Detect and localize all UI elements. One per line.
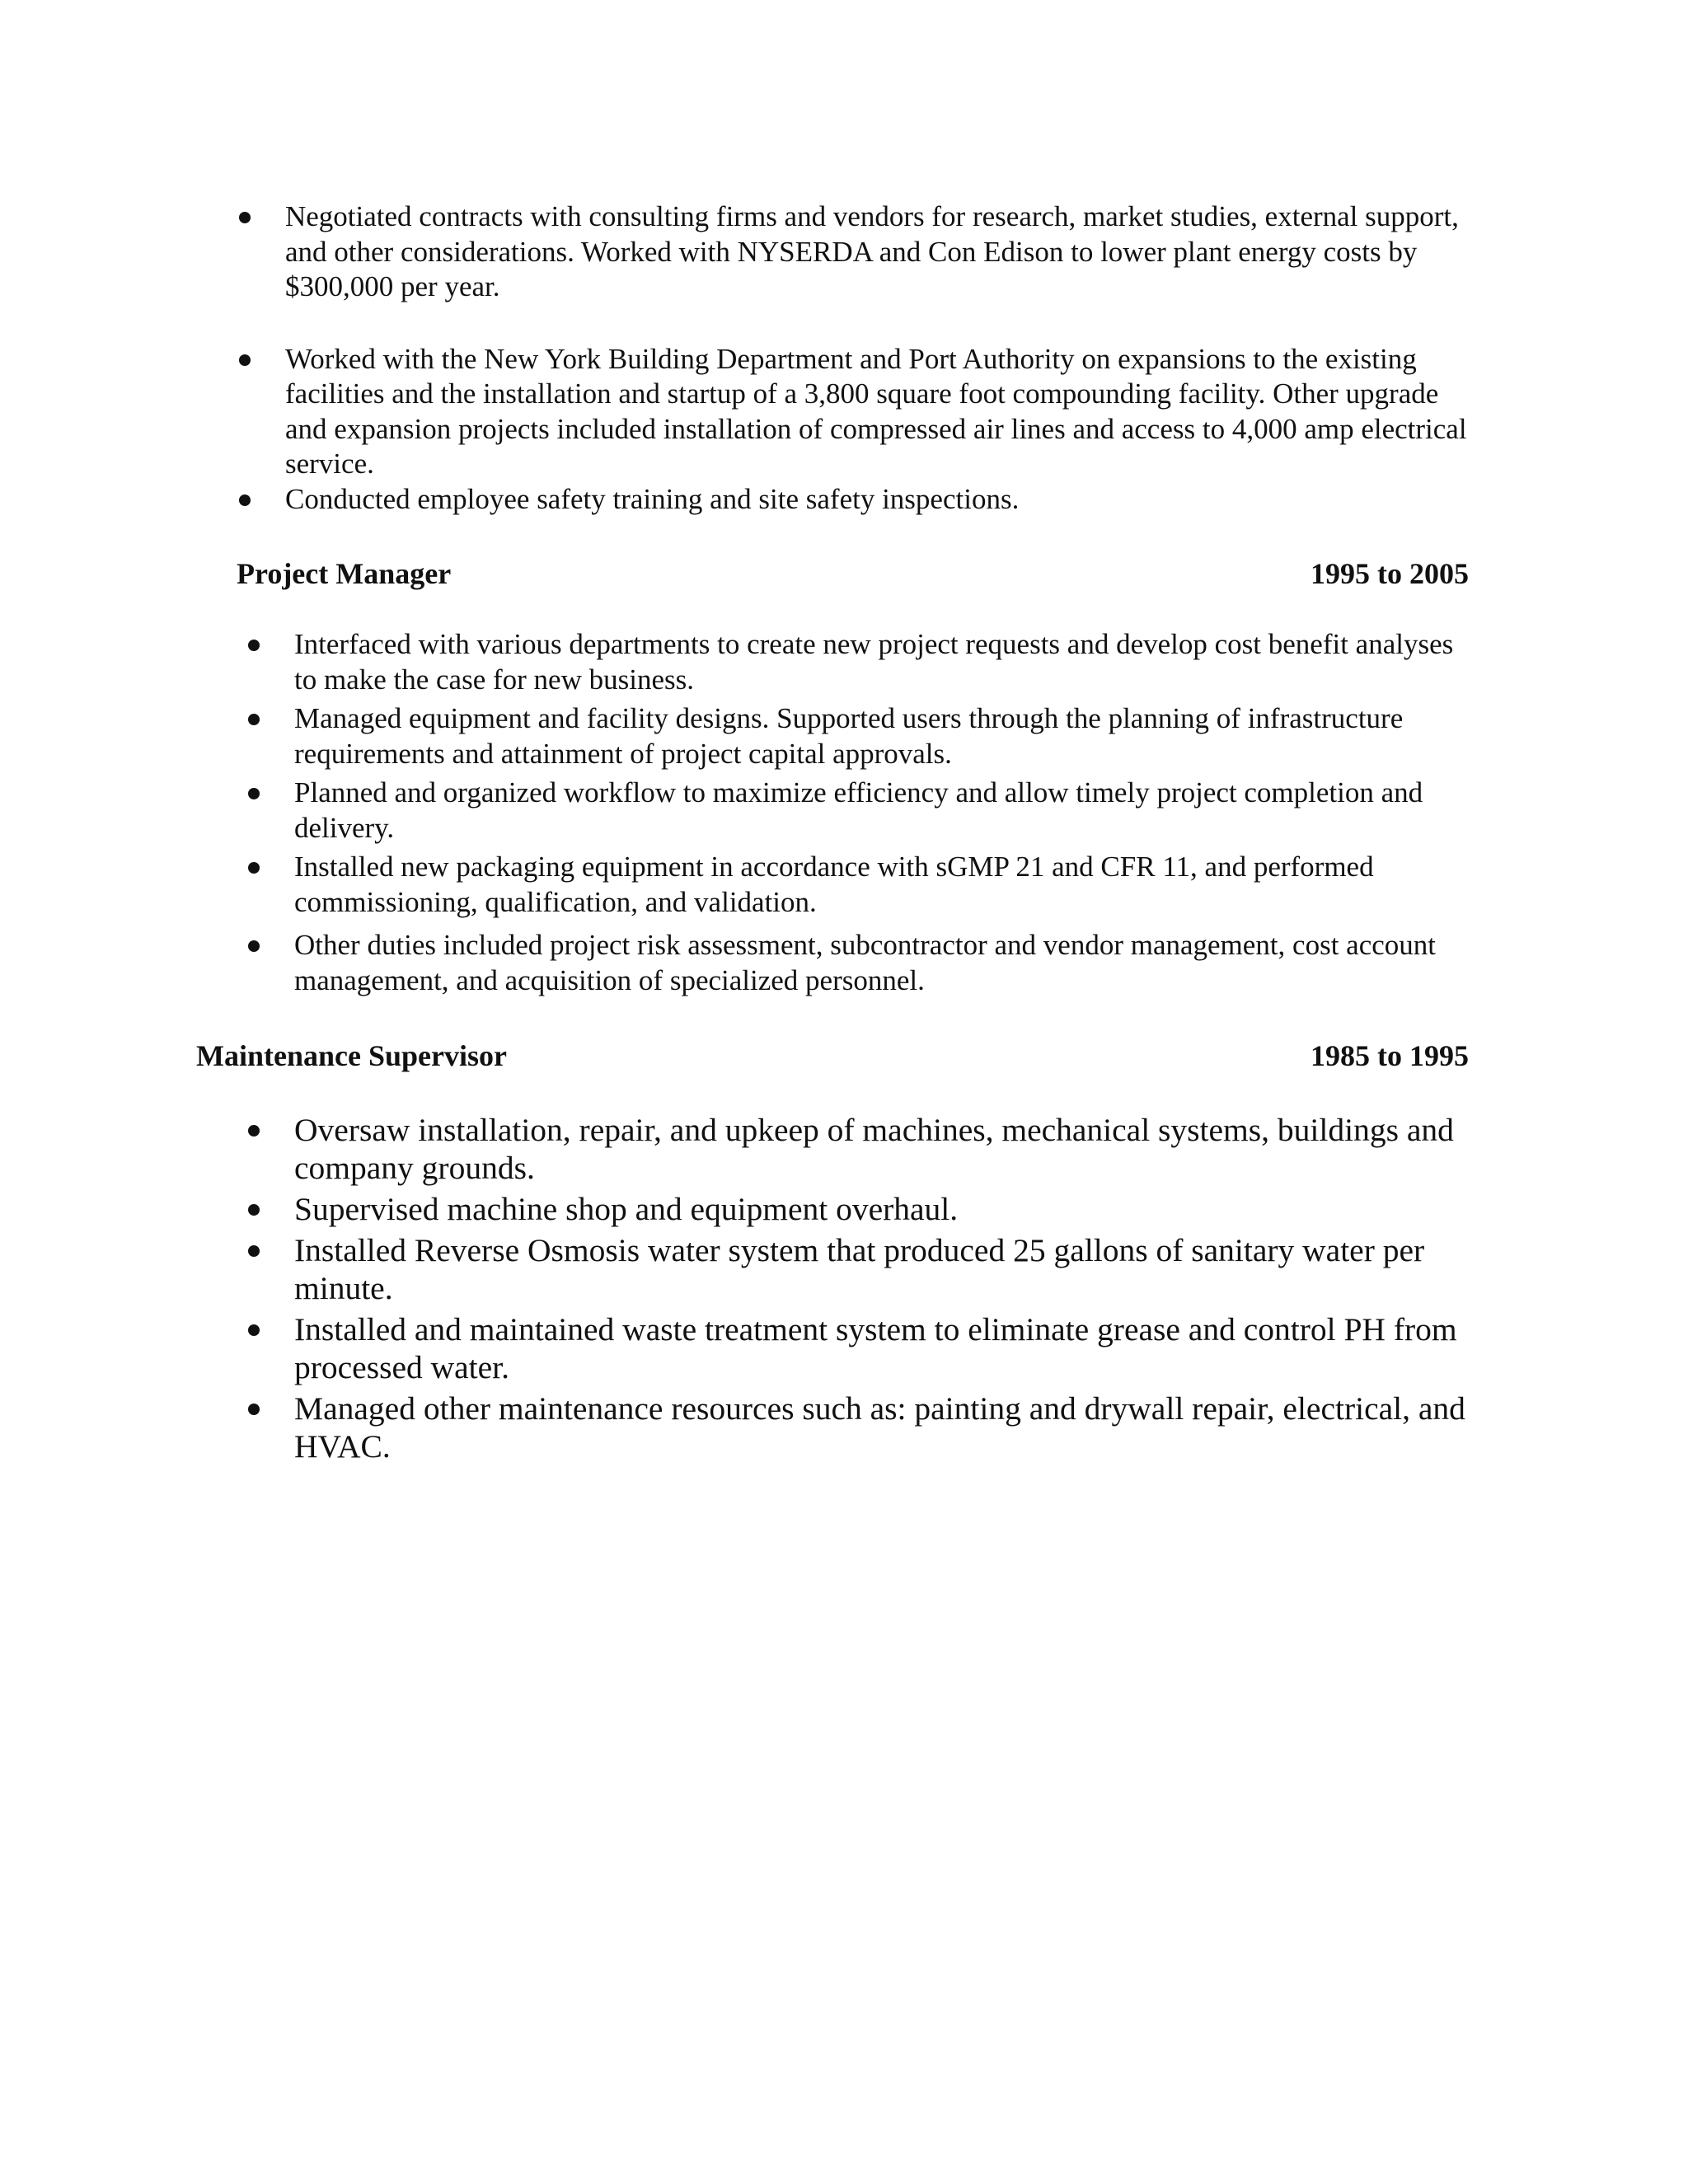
bullet-icon [248,1324,260,1336]
bullet-text: Installed new packaging equipment in accordance with sGMP 21 and CFR 11, and performed commissioning, qualification, and validation. [294,851,1374,918]
maintenance-supervisor-bullet-list [294,1111,1489,1465]
bullet-text: Installed and maintained waste treatment system to eliminate grease and control PH from processed water. [294,1311,1457,1385]
list-item [294,627,1481,697]
bullet-icon [239,212,251,223]
bullet-text: Negotiated contracts with consulting firms and vendors for research, market studies, external support, and other considerations. Worked with NYSERDA and Con Edison to lower plant energy costs by $300,000 per year. [285,200,1459,302]
bullet-text: Worked with the New York Building Department and Port Authority on expansions to the existing facilities and the installation and startup of a 3,800 square foot compounding facility. Other upgrade and expansion projects included installation of compressed air lines and access to 4,000 amp electrical service. [285,342,1467,480]
job-dates-maintenance-supervisor: 1985 to 1995 [1311,1039,1469,1072]
job-title-project-manager: Project Manager [237,557,452,590]
bullet-text: Installed Reverse Osmosis water system that produced 25 gallons of sanitary water per minute. [294,1232,1425,1306]
list-item [294,850,1481,920]
bullet-text: Planned and organized workflow to maximize efficiency and allow timely project completion and delivery. [294,776,1423,844]
list-item [294,1310,1489,1386]
bullet-text: Managed other maintenance resources such as: painting and drywall repair, electrical, and HVAC. [294,1390,1465,1465]
bullet-icon [239,494,251,506]
bullet-icon [248,640,260,651]
list-item [294,701,1481,771]
list-item [285,482,1480,518]
list-item [294,1231,1489,1307]
bullet-icon [248,788,260,799]
list-item [294,928,1481,998]
list-item [294,1390,1489,1465]
bullet-icon [239,354,251,366]
job-dates-project-manager: 1995 to 2005 [1311,557,1469,590]
job-title-maintenance-supervisor: Maintenance Supervisor [196,1039,507,1072]
bullet-text: Oversaw installation, repair, and upkeep of machines, mechanical systems, buildings and company grounds. [294,1112,1454,1186]
project-manager-bullet-list [294,627,1481,998]
list-item [285,199,1480,305]
intro-bullet-list [285,199,1480,517]
bullet-icon [248,862,260,874]
bullet-text: Supervised machine shop and equipment overhaul. [294,1191,959,1227]
list-item [294,776,1481,846]
bullet-icon [248,1404,260,1415]
list-item [285,342,1480,482]
bullet-icon [248,1204,260,1216]
list-item [294,1111,1489,1187]
bullet-icon [248,1245,260,1257]
bullet-text: Other duties included project risk assessment, subcontractor and vendor management, cost account management, and acquisition of specialized personnel. [294,929,1436,996]
bullet-text: Conducted employee safety training and site safety inspections. [285,482,1020,515]
bullet-text: Managed equipment and facility designs. Supported users through the planning of infrastructure requirements and attainment of project capital approvals. [294,702,1404,770]
bullet-icon [248,714,260,725]
list-item [294,1190,1489,1228]
bullet-icon [248,940,260,952]
bullet-text: Interfaced with various departments to create new project requests and develop cost benefit analyses to make the case for new business. [294,628,1454,696]
bullet-icon [248,1125,260,1137]
